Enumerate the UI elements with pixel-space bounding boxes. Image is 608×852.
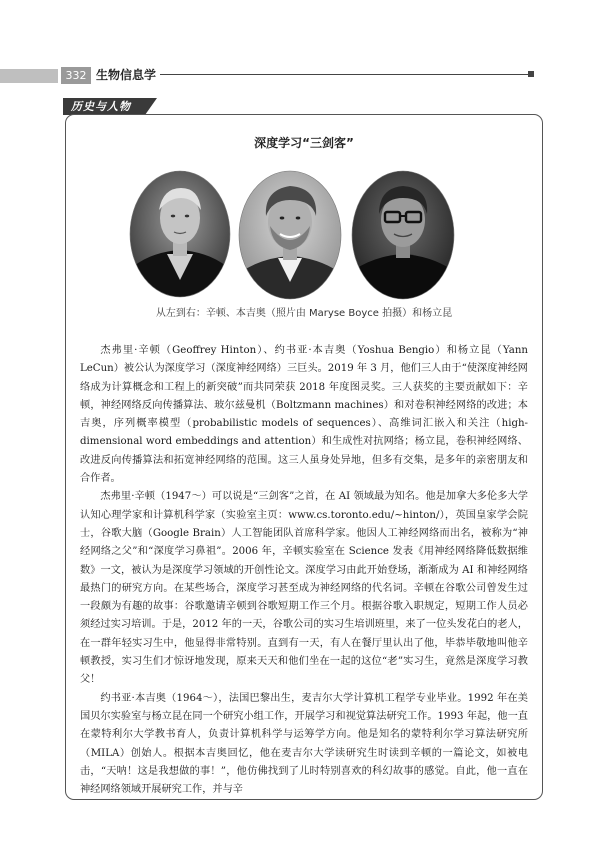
portrait-bengio bbox=[238, 170, 342, 300]
paragraph-2: 杰弗里·辛顿（1947～）可以说是“三剑客”之首，在 AI 领域最为知名。他是加拿大多伦多大学认知心理学家和计算机科学家（实验室主页：www.cs.toronto.edu/~hinton/），英国皇家学会院士，谷歌大脑（Google Brain）人工智能团队首席科学家。他因人工神经网络而出名，被称为“神经网络之父”和“深度学习鼻祖”。2006 年，辛顿实验室在 Science 发表《用神经网络降低数据维数》一文，被认为是深度学习领域的开创性论文。深度学习由此开始登场，渐渐成为 AI 和神经网络最热门的研究方向。在某些场合，深度学习甚至成为神经网络的代名词。辛顿在谷歌公司曾发生过一段颇为有趣的故事：谷歌邀请辛顿到谷歌短期工作三个月。根据谷歌入职规定，短期工作人员必须经过实习培训。于是，2012 年的一天，谷歌公司的实习生培训班里，来了一位头发花白的老人，在一群年轻实习生中，他显得非常特别。直到有一天，有人在餐厅里认出了他，毕恭毕敬地叫他辛顿教授，实习生们才惊讶地发现，原来天天和他们坐在一起的这位“老”实习生，竟然是深度学习教父！ bbox=[80, 491, 528, 686]
paragraph-3: 约书亚·本吉奥（1964～），法国巴黎出生，麦吉尔大学计算机工程学专业毕业。1992 年在美国贝尔实验室与杨立昆在同一个研究小组工作，开展学习和视觉算法研究工作。1993 年起，他一直在蒙特利尔大学教书育人，负责计算机科学与运筹学方向。他是知名的蒙特利尔学习算法研究所（MILA）创始人。根据本吉奥回忆，他在麦吉尔大学读研究生时读到辛顿的一篇论文，如被电击，“天呐！这是我想做的事！”，他仿佛找到了儿时特别喜欢的科幻故事的感觉。自此，他一直在神经网络领域开展研究工作，并与辛 bbox=[80, 692, 528, 796]
box-title: 深度学习“三剑客” bbox=[254, 136, 354, 150]
header-rule bbox=[160, 74, 528, 75]
portrait-hinton bbox=[129, 170, 231, 298]
photo-caption: 从左到右：辛顿、本吉奥（照片由 Maryse Boyce 拍摄）和杨立昆 bbox=[155, 308, 453, 319]
page-number: 332 bbox=[61, 67, 91, 84]
body-text bbox=[80, 342, 528, 799]
portrait-lecun bbox=[351, 170, 455, 300]
header-band bbox=[0, 69, 58, 83]
header-square bbox=[528, 71, 534, 77]
section-tab-point bbox=[145, 98, 157, 115]
section-tab: 历史与人物 bbox=[63, 98, 145, 115]
book-title: 生物信息学 bbox=[96, 68, 157, 82]
paragraph-1: 杰弗里·辛顿（Geoffrey Hinton）、约书亚·本吉奥（Yoshua Bengio）和杨立昆（Yann LeCun）被公认为深度学习（深度神经网络）三巨头。2019 年 3 月，他们三人由于“使深度神经网络成为计算概念和工程上的新突破”而共同荣获 2018 年度图灵奖。三人获奖的主要贡献如下：辛顿，神经网络反向传播算法、玻尔兹曼机（Boltzmann machines）和对卷积神经网络的改进；本吉奥，序列概率模型（probabilistic models of sequences）、高维词汇嵌入和关注（high-dimensional word embeddings and attention）和生成性对抗网络；杨立昆，卷积神经网络、改进反向传播算法和拓宽神经网络的范围。这三人虽身处异地，但多有交集，是多年的亲密朋友和合作者。 bbox=[80, 345, 528, 485]
